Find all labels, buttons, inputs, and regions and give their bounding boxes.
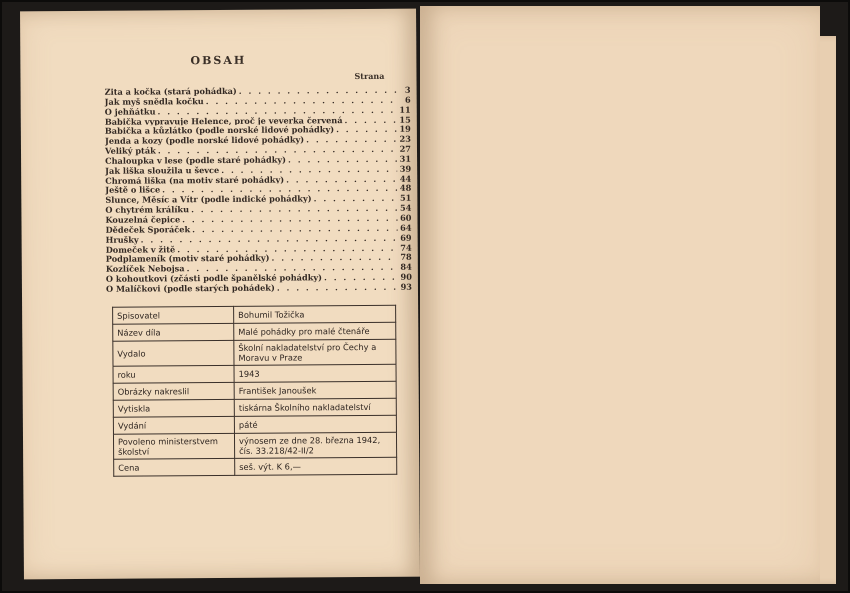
imprint-label: Cena xyxy=(114,458,235,476)
toc-entry-title: Hrušky xyxy=(105,234,139,245)
toc-entry-page: 78 xyxy=(400,252,412,263)
toc-entry-page: 23 xyxy=(399,133,411,144)
imprint-row xyxy=(113,415,396,434)
imprint-label: Vytiskla xyxy=(113,399,234,417)
toc-entry-page: 44 xyxy=(399,173,412,184)
dot-leader xyxy=(334,124,397,134)
imprint-row xyxy=(114,457,397,476)
right-page-blank xyxy=(420,6,820,584)
imprint-row xyxy=(113,398,396,417)
imprint-row xyxy=(113,339,396,366)
imprint-label: roku xyxy=(113,365,234,383)
imprint-row xyxy=(113,381,396,400)
toc-entry-title: Domeček v žitě xyxy=(105,243,176,255)
toc-entry-title: O jehňátku xyxy=(104,106,156,117)
imprint-label: Povoleno ministerstvem školství xyxy=(113,433,234,459)
toc-entry-title: Jenda a kozy (podle norské lidové pohádky) xyxy=(104,134,305,146)
imprint-row xyxy=(113,364,396,383)
toc-entry-page: 19 xyxy=(399,124,411,135)
imprint-value: František Janoušek xyxy=(234,381,396,399)
imprint-value: Školní nakladatelství pro Čechy a Moravu v Praze xyxy=(234,339,396,365)
toc-entry-page: 54 xyxy=(399,202,412,213)
toc-entry xyxy=(106,282,412,294)
toc-entry-page: 27 xyxy=(399,143,412,154)
toc-entry-page: 64 xyxy=(400,222,412,233)
toc-entry-page: 84 xyxy=(400,261,412,272)
imprint-label: Spisovatel xyxy=(113,306,234,324)
page-column-header: Strana xyxy=(354,70,385,82)
toc-entry-page: 6 xyxy=(404,94,411,105)
imprint-row xyxy=(113,305,396,324)
toc-entry-title: O kohoutkovi (zčásti podle španělské pohádky) xyxy=(105,272,323,284)
toc-entry-title: Jak myš snědla kočku xyxy=(104,95,204,107)
toc-entry-page: 11 xyxy=(399,104,411,115)
left-page xyxy=(20,9,420,580)
toc-entry-page: 3 xyxy=(404,84,411,95)
toc-entry-title: Dědeček Sporáček xyxy=(105,224,191,235)
toc-entry-page: 31 xyxy=(399,153,412,164)
imprint-value: Bohumil Tožička xyxy=(234,305,396,323)
imprint-value: seš. výt. K 6,— xyxy=(235,457,397,475)
toc-entry-title: Chromá liška (na motiv staré pohádky) xyxy=(105,174,285,186)
toc-entry-title: Kozlíček Nebojsa xyxy=(105,263,185,274)
toc-entry-title: Podplameník (motiv staré pohádky) xyxy=(105,252,270,264)
imprint-label: Vydalo xyxy=(113,340,234,366)
toc-entry-page: 51 xyxy=(399,192,412,204)
toc-entry-page: 15 xyxy=(399,114,411,125)
toc-entry-title: O chytrém králíku xyxy=(105,204,190,215)
toc-entry-page: 93 xyxy=(400,281,412,292)
imprint-label: Název díla xyxy=(113,323,234,341)
toc-entry-title: Slunce, Měsíc a Vítr (podle indické pohádky) xyxy=(105,193,312,205)
imprint-row xyxy=(113,432,396,459)
toc-entry-page: 74 xyxy=(400,242,412,253)
toc-entry-page: 69 xyxy=(400,232,412,243)
toc-entry-page: 90 xyxy=(400,271,412,282)
toc-entry-title: Veliký pták xyxy=(104,145,156,156)
imprint-value: 1943 xyxy=(234,364,396,382)
dot-leader xyxy=(275,282,398,293)
toc-entry-page: 60 xyxy=(400,212,412,223)
toc-entry-title: Zita a kočka (stará pohádka) xyxy=(104,85,237,97)
toc-entry-title: Chaloupka v lese (podle staré pohádky) xyxy=(105,154,287,166)
toc-entry-page: 48 xyxy=(399,183,412,194)
dot-leader xyxy=(343,114,397,124)
imprint-label: Vydání xyxy=(113,416,234,434)
toc-entry-title: Babička a kůzlátko (podle norské lidové pohádky) xyxy=(104,124,335,137)
toc-entry-title: Jak liška sloužila u ševce xyxy=(105,164,220,176)
toc-heading: OBSAH xyxy=(190,53,247,68)
imprint-value: tiskárna Školního nakladatelství xyxy=(234,398,396,416)
imprint-row xyxy=(113,322,396,341)
toc-entry-title: Babička vypravuje Helence, proč je veverka červená xyxy=(104,114,343,127)
imprint-value: páté xyxy=(234,415,396,433)
toc-entry-title: O Malíčkovi (podle starých pohádek) xyxy=(105,282,275,294)
imprint-value: výnosem ze dne 28. března 1942, čís. 33.218/42-II/2 xyxy=(234,432,396,458)
imprint-label: Obrázky nakreslil xyxy=(113,382,234,400)
imprint-table xyxy=(112,305,397,477)
toc-entry-title: Kouzelná čepice xyxy=(105,214,181,225)
imprint-value: Malé pohádky pro malé čtenáře xyxy=(234,322,396,340)
toc-entry-title: Ještě o lišce xyxy=(105,184,161,196)
table-of-contents xyxy=(105,85,412,294)
toc-entry-page: 39 xyxy=(399,163,412,174)
